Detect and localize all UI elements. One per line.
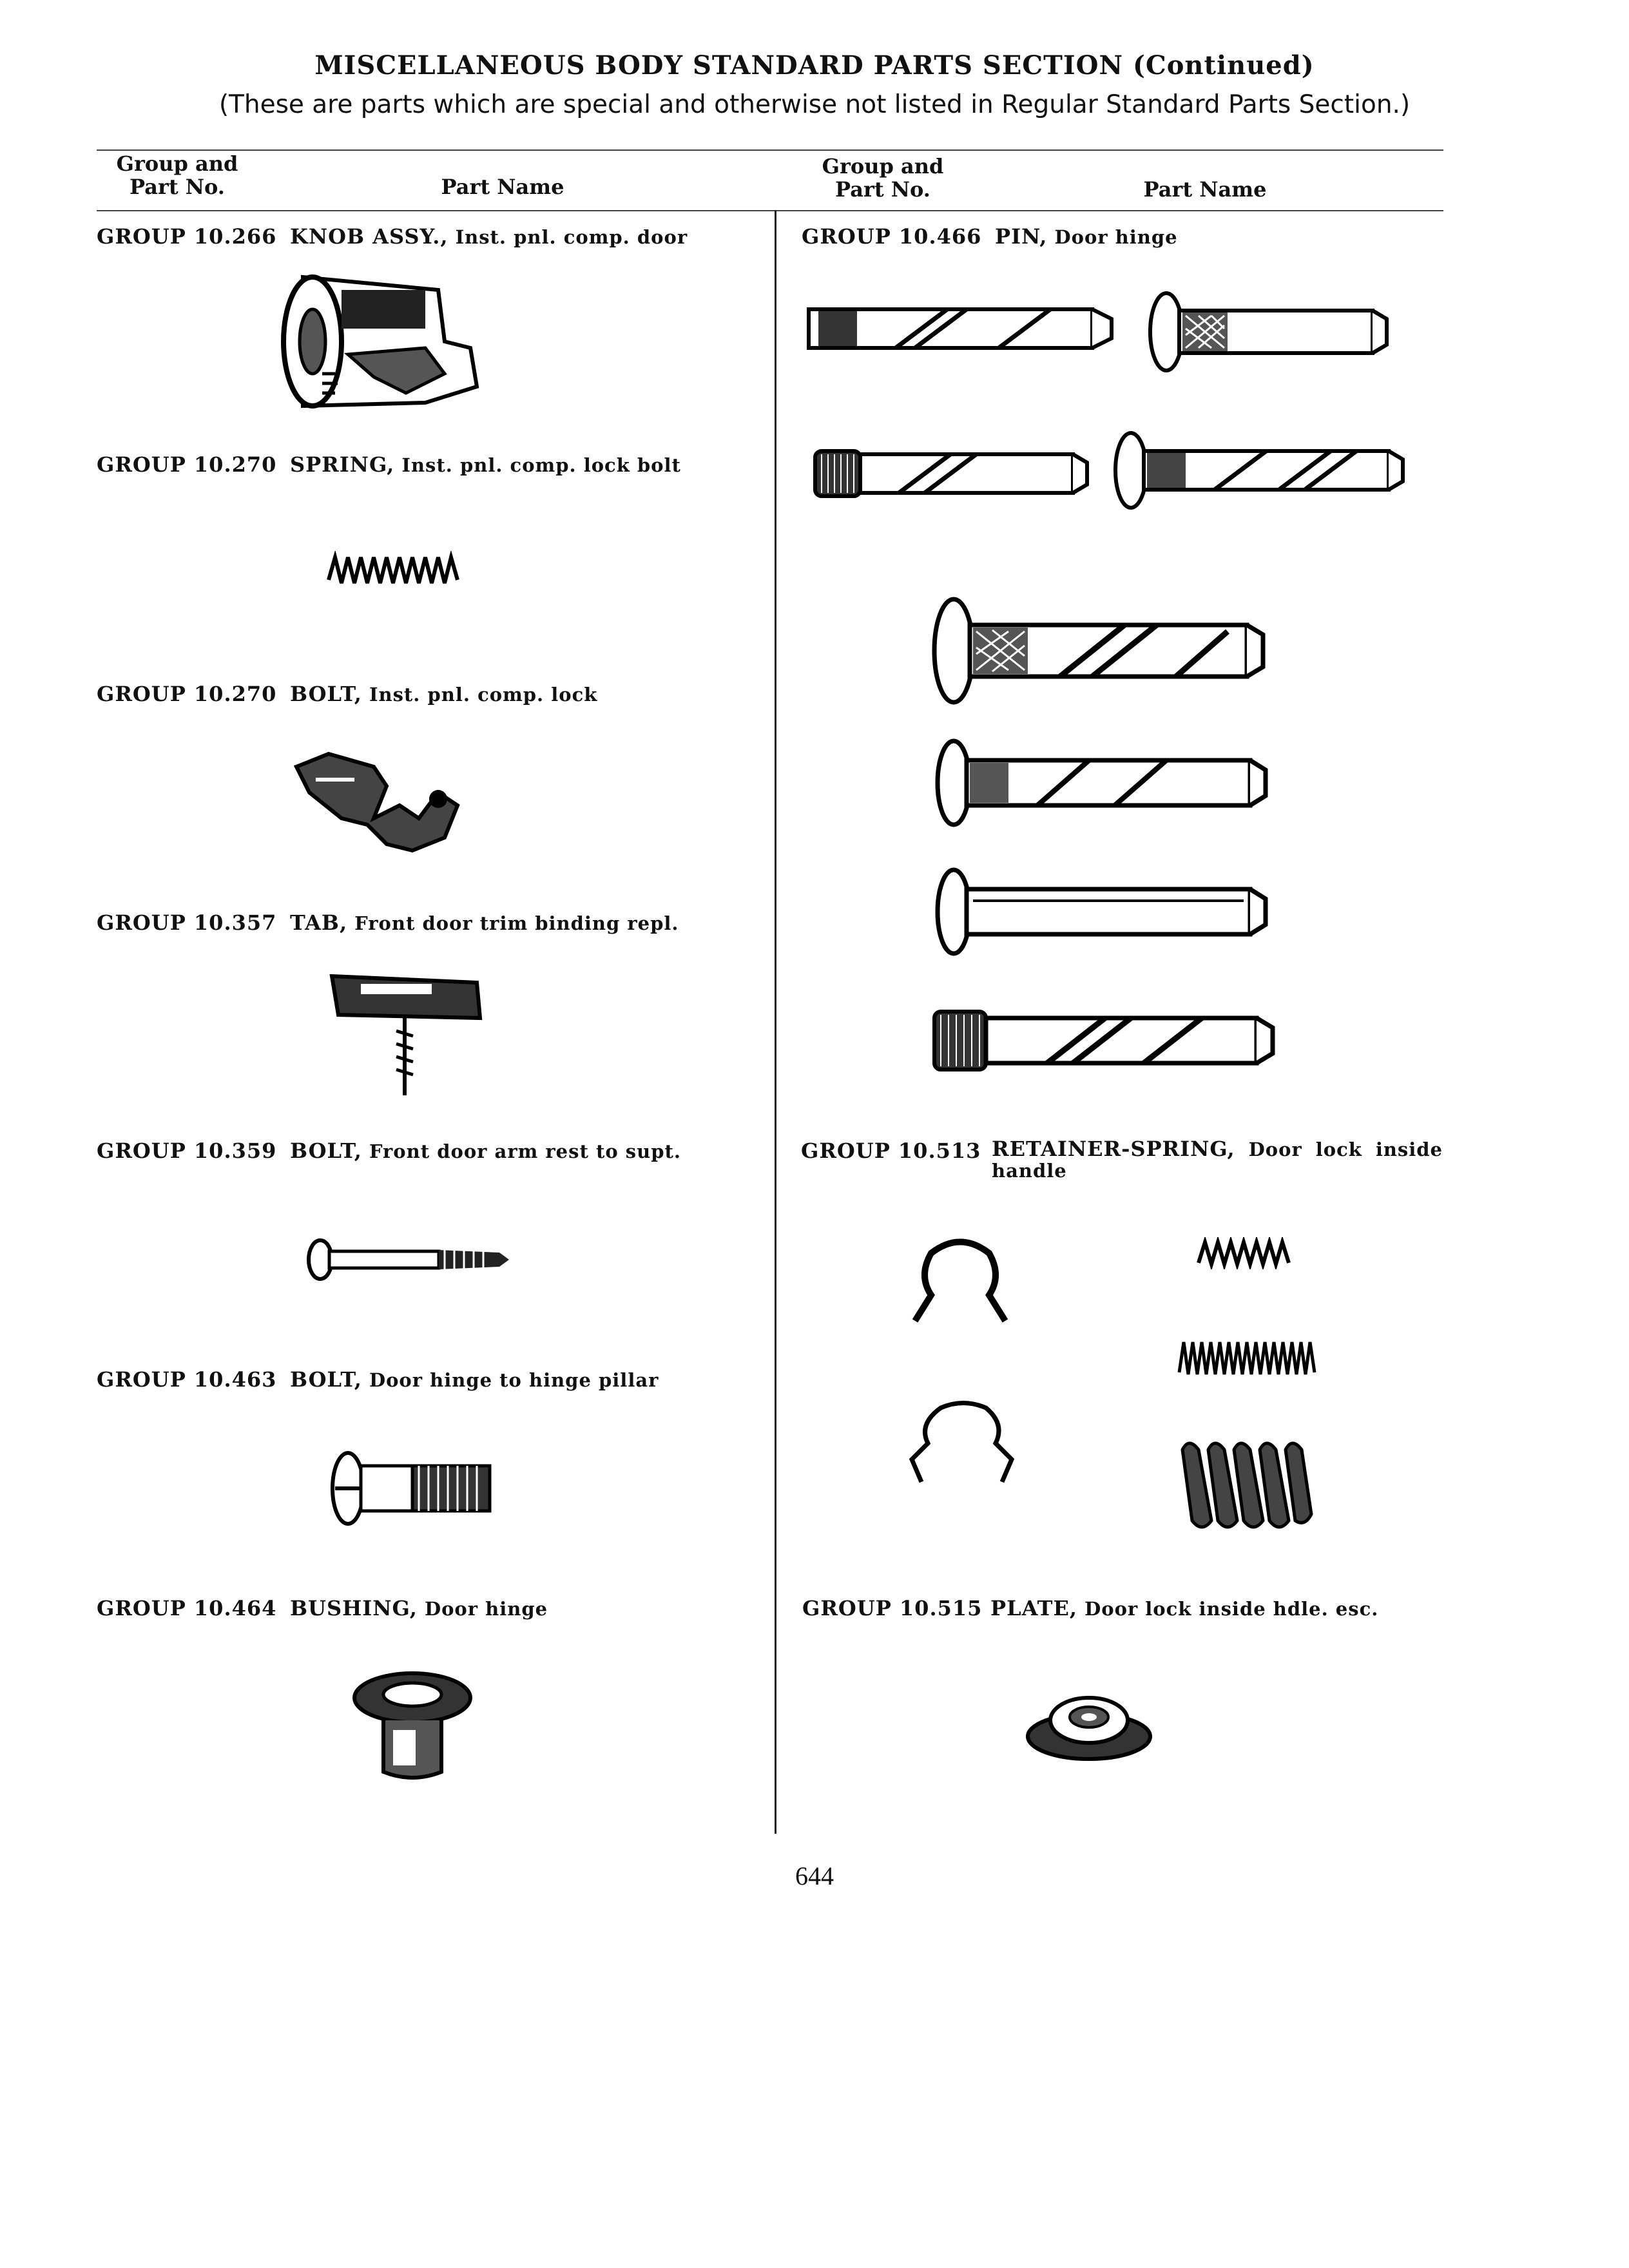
part-name: PIN, Door hinge — [995, 224, 1178, 249]
right-part-name-header: Part Name — [1143, 177, 1267, 202]
page-subtitle: (These are parts which are special and otherwise not listed in Regular Standard Parts Section.) — [218, 90, 1411, 119]
bushing-illustration — [348, 1669, 477, 1785]
part-name: BOLT, Front door arm rest to supt. — [290, 1139, 681, 1163]
column-divider — [775, 210, 776, 1834]
retainer-spring-clip-1 — [905, 1231, 1018, 1327]
retainer-spring-coil-3 — [1176, 1437, 1318, 1533]
door-hinge-pin-illustration-7 — [934, 863, 1269, 960]
part-name: PLATE, Door lock inside hdle. esc. — [990, 1596, 1379, 1620]
knob-assy-illustration — [277, 264, 496, 419]
part-name: KNOB ASSY., Inst. pnl. comp. door — [290, 224, 688, 249]
entry-10-266 — [97, 224, 688, 249]
header-rule-top — [97, 149, 1443, 151]
spring-illustration — [325, 551, 461, 590]
group-number: GROUP 10.515 — [802, 1596, 983, 1620]
part-name: RETAINER-SPRING, Door lock inside handle — [992, 1137, 1443, 1182]
header-rule-bottom — [97, 210, 1443, 211]
left-group-header — [103, 152, 251, 198]
part-name: BUSHING, Door hinge — [290, 1596, 548, 1620]
hinge-pillar-bolt-illustration — [329, 1450, 503, 1527]
part-name: TAB, Front door trim binding repl. — [290, 910, 679, 935]
arm-rest-bolt-illustration — [306, 1237, 512, 1282]
entry-10-466 — [802, 224, 1178, 249]
group-number: GROUP 10.464 — [97, 1596, 277, 1620]
tab-illustration — [322, 970, 490, 1099]
part-name: BOLT, Inst. pnl. comp. lock — [290, 682, 598, 706]
entry-10-270-spring — [97, 452, 681, 477]
lock-bolt-illustration — [290, 747, 483, 857]
entry-10-513 — [801, 1137, 1443, 1182]
retainer-spring-coil-2 — [1176, 1337, 1318, 1379]
door-hinge-pin-illustration-8 — [931, 999, 1279, 1082]
door-hinge-pin-illustration-2 — [1147, 290, 1392, 374]
retainer-spring-clip-2 — [905, 1398, 1018, 1488]
escutcheon-plate-illustration — [1025, 1685, 1153, 1762]
group-number: GROUP 10.513 — [801, 1139, 981, 1163]
right-group-header — [805, 155, 960, 201]
group-number: GROUP 10.357 — [97, 910, 277, 935]
page-number: 644 — [795, 1861, 834, 1890]
door-hinge-pin-illustration-5 — [931, 593, 1266, 709]
left-group-label-line1: Group and — [116, 151, 238, 176]
group-number: GROUP 10.270 — [97, 452, 277, 477]
door-hinge-pin-illustration-3 — [809, 438, 1092, 509]
entry-10-463 — [97, 1367, 659, 1392]
part-name: SPRING, Inst. pnl. comp. lock bolt — [290, 452, 681, 477]
right-group-label-line1: Group and — [822, 154, 944, 178]
entry-10-270-bolt — [97, 682, 598, 706]
entry-10-357 — [97, 910, 679, 935]
group-number: GROUP 10.266 — [97, 224, 277, 249]
entry-10-515 — [802, 1596, 1379, 1620]
door-hinge-pin-illustration-1 — [805, 293, 1115, 364]
group-number: GROUP 10.463 — [97, 1367, 277, 1392]
page-title: MISCELLANEOUS BODY STANDARD PARTS SECTION (Continued) — [314, 50, 1315, 81]
right-group-label-line2: Part No. — [835, 177, 930, 202]
door-hinge-pin-illustration-6 — [934, 735, 1269, 831]
entry-10-359 — [97, 1139, 681, 1163]
group-number: GROUP 10.359 — [97, 1139, 277, 1163]
left-part-name-header: Part Name — [441, 175, 564, 199]
group-number: GROUP 10.466 — [802, 224, 982, 249]
part-name: BOLT, Door hinge to hinge pillar — [290, 1367, 659, 1392]
group-number: GROUP 10.270 — [97, 682, 277, 706]
door-hinge-pin-illustration-4 — [1112, 428, 1408, 512]
left-group-label-line2: Part No. — [130, 175, 225, 199]
entry-10-464 — [97, 1596, 548, 1620]
retainer-spring-coil-1 — [1195, 1237, 1292, 1269]
